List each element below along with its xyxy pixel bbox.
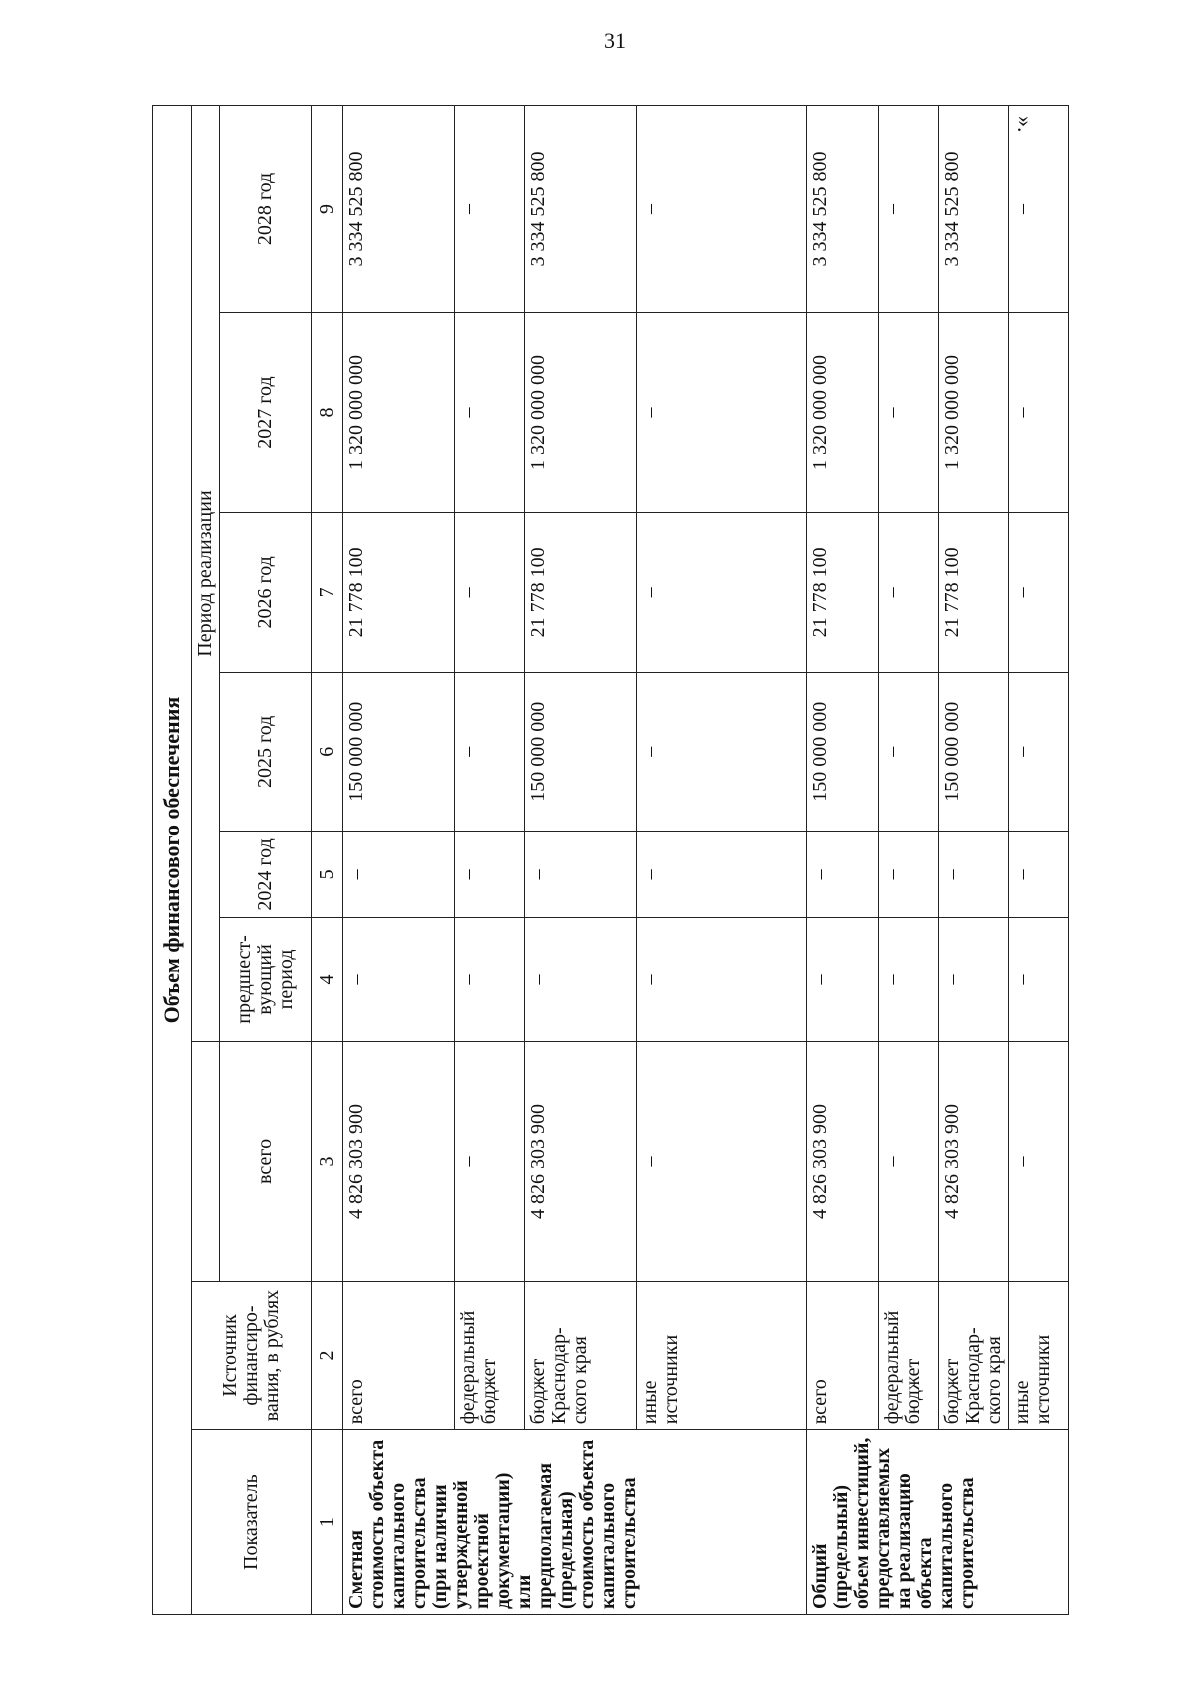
column-number: 8 (312, 312, 343, 512)
header-2028: 2028 год (220, 106, 312, 313)
value-cell: – (879, 672, 939, 831)
source-cell: федеральный бюджет (455, 1281, 525, 1429)
value-cell: – (455, 672, 525, 831)
value-cell: – (637, 513, 807, 672)
table-title: Объем финансового обеспечения (153, 106, 192, 1615)
value-cell: – (939, 832, 1009, 918)
source-cell: федеральный бюджет (879, 1281, 939, 1429)
value-cell: – (1009, 917, 1069, 1041)
header-previous-period: предшест-вующий период (220, 917, 312, 1041)
value-cell: – (343, 832, 455, 918)
value-cell: 3 334 525 800 (343, 106, 455, 313)
value-cell: – (637, 1042, 807, 1282)
value-cell: – (455, 832, 525, 918)
value-cell: 21 778 100 (525, 513, 637, 672)
value-cell: – (525, 832, 637, 918)
value-cell: – (879, 832, 939, 918)
value-cell: – (939, 917, 1009, 1041)
table-row (637, 106, 807, 1615)
value-cell: 150 000 000 (343, 672, 455, 831)
value-cell: – (879, 513, 939, 672)
value-cell: – (1009, 106, 1069, 313)
value-cell: 21 778 100 (939, 513, 1009, 672)
table-row (343, 106, 455, 1615)
table-row (1009, 106, 1069, 1615)
value-cell: – (637, 106, 807, 313)
column-number: 3 (312, 1042, 343, 1282)
value-cell: 150 000 000 (807, 672, 879, 831)
value-cell: 4 826 303 900 (807, 1042, 879, 1282)
value-cell: 4 826 303 900 (525, 1042, 637, 1282)
value-cell: 4 826 303 900 (939, 1042, 1009, 1282)
header-period: Период реализации (192, 106, 220, 1042)
value-cell: 1 320 000 000 (343, 312, 455, 512)
value-cell: – (637, 672, 807, 831)
table-row (807, 106, 879, 1615)
value-cell: – (455, 106, 525, 313)
value-cell: 150 000 000 (525, 672, 637, 831)
header-2025: 2025 год (220, 672, 312, 831)
header-source: Источник финансиро-вания, в рублях (192, 1281, 312, 1429)
value-cell: – (879, 917, 939, 1041)
value-cell: 21 778 100 (343, 513, 455, 672)
page-number: 31 (604, 28, 626, 53)
value-cell: 21 778 100 (807, 513, 879, 672)
value-cell: – (807, 832, 879, 918)
value-cell: 1 320 000 000 (807, 312, 879, 512)
column-number: 1 (312, 1430, 343, 1615)
value-cell: 1 320 000 000 (939, 312, 1009, 512)
closing-quote-mark: ». (1013, 116, 1038, 133)
header-2026: 2026 год (220, 513, 312, 672)
value-cell: – (879, 1042, 939, 1282)
value-cell: 4 826 303 900 (343, 1042, 455, 1282)
value-cell: 150 000 000 (939, 672, 1009, 831)
value-cell: 1 320 000 000 (525, 312, 637, 512)
source-cell: бюджет Краснодар-ского края (525, 1281, 637, 1429)
value-cell: 3 334 525 800 (525, 106, 637, 313)
column-number: 4 (312, 917, 343, 1041)
value-cell: – (879, 106, 939, 313)
value-cell: – (525, 917, 637, 1041)
value-cell: 3 334 525 800 (939, 106, 1009, 313)
table-row (939, 106, 1009, 1615)
source-cell: бюджет Краснодар-ского края (939, 1281, 1009, 1429)
value-cell: – (637, 832, 807, 918)
indicator-cell: Сметная стоимость объекта капитального строительства (при наличии утвержденной проектной документации) или предполагаемая (предельная) стоимость объекта капитального строительства (343, 1430, 807, 1615)
value-cell: – (1009, 312, 1069, 512)
value-cell: – (807, 917, 879, 1041)
header-2024: 2024 год (220, 832, 312, 918)
value-cell: 3 334 525 800 (807, 106, 879, 313)
table-body (343, 106, 1069, 1615)
column-number: 5 (312, 832, 343, 918)
rotated-table-container (152, 105, 1054, 1615)
column-number: 9 (312, 106, 343, 313)
value-cell: – (637, 917, 807, 1041)
indicator-cell: Общий (предельный) объем инвестиций, предоставляемых на реализацию объекта капитального строительства (807, 1430, 1069, 1615)
source-cell: иные источники (637, 1281, 807, 1429)
value-cell: – (879, 312, 939, 512)
source-cell: всего (807, 1281, 879, 1429)
value-cell: – (455, 917, 525, 1041)
value-cell: – (455, 513, 525, 672)
source-cell: всего (343, 1281, 455, 1429)
table-row (879, 106, 939, 1615)
value-cell: – (1009, 672, 1069, 831)
header-total: всего (220, 1042, 312, 1282)
value-cell: – (637, 312, 807, 512)
value-cell: – (1009, 513, 1069, 672)
value-cell: – (1009, 832, 1069, 918)
column-number: 7 (312, 513, 343, 672)
value-cell: – (1009, 1042, 1069, 1282)
value-cell: – (455, 312, 525, 512)
source-cell: иные источники (1009, 1281, 1069, 1429)
value-cell: – (455, 1042, 525, 1282)
column-number: 2 (312, 1281, 343, 1429)
table-row (455, 106, 525, 1615)
header-2027: 2027 год (220, 312, 312, 512)
table-row (525, 106, 637, 1615)
financing-table (152, 105, 1069, 1615)
value-cell: – (343, 917, 455, 1041)
column-number: 6 (312, 672, 343, 831)
header-indicator: Показатель (192, 1430, 312, 1615)
